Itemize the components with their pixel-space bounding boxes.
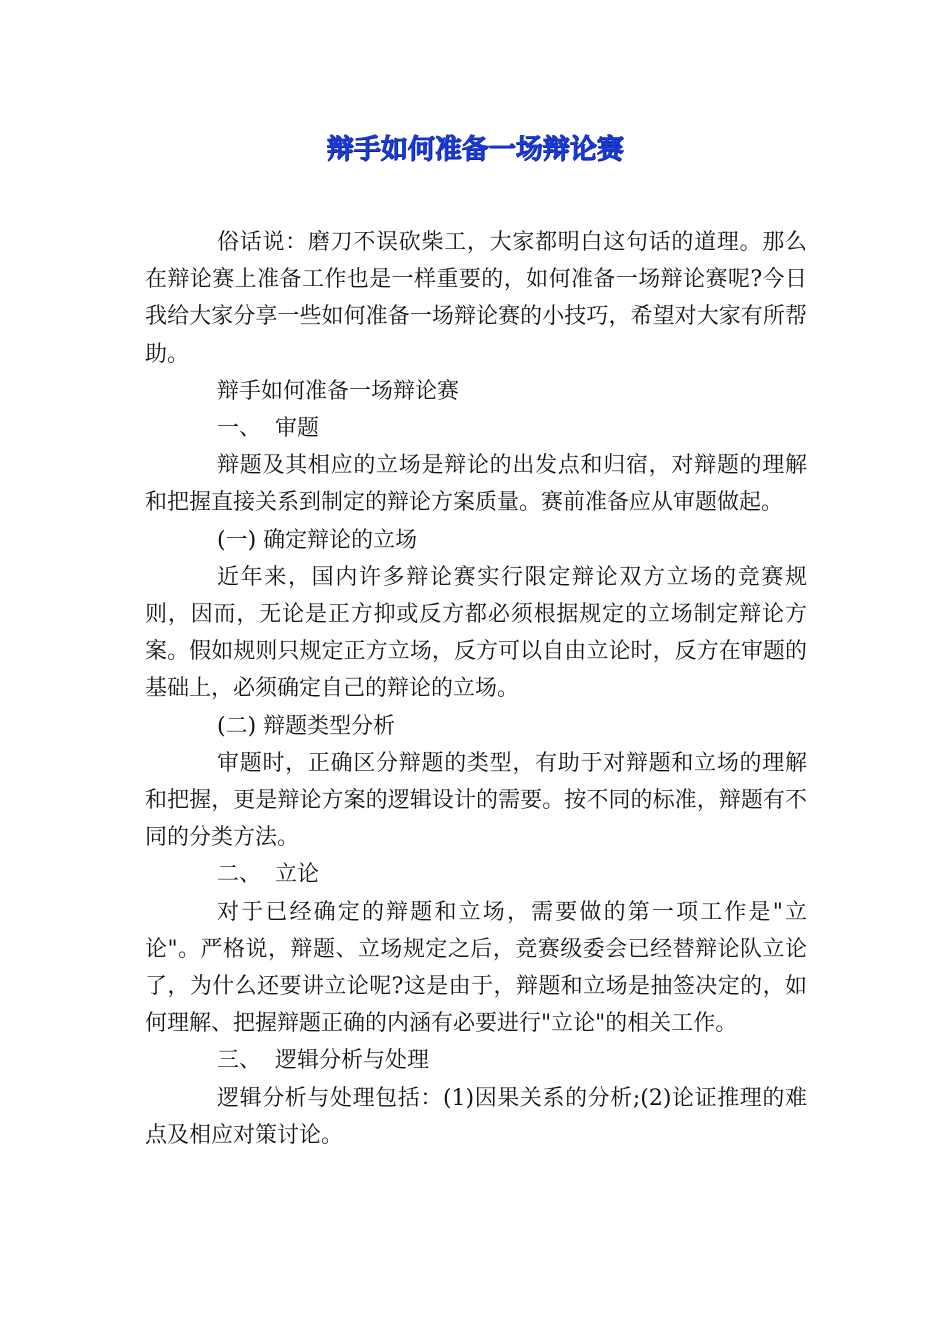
paragraph-intro: 俗话说：磨刀不误砍柴工，大家都明白这句话的道理。那么在辩论赛上准备工作也是一样重要的，如何准备一场辩论赛呢?今日我给大家分享一些如何准备一场辩论赛的小技巧，希望对大家有所帮助。 [145,230,807,367]
paragraph-section-3: 逻辑分析与处理包括：(1)因果关系的分析;(2)论证推理的难点及相应对策讨论。 [145,1085,807,1148]
subtitle-line: 辩手如何准备一场辩论赛 [217,378,460,404]
section-heading-2: 二、 立论 [217,862,319,888]
document-title: 辩手如何准备一场辩论赛 [326,134,624,165]
paragraph-subsection-2: 审题时，正确区分辩题的类型，有助于对辩题和立场的理解和把握，更是辩论方案的逻辑设计的需要。按不同的标准，辩题有不同的分类方法。 [145,750,807,851]
subsection-heading-2: (二) 辩题类型分析 [217,713,396,739]
section-heading-1: 一、 审题 [217,416,319,442]
paragraph-subsection-1: 近年来，国内许多辩论赛实行限定辩论双方立场的竞赛规则，因而，无论是正方抑或反方都必须根据规定的立场制定辩论方案。假如规则只规定正方立场，反方可以自由立论时，反方在审题的基础上，必须确定自己的辩论的立场。 [145,564,807,702]
paragraph-section-2: 对于已经确定的辩题和立场，需要做的第一项工作是"立论"。严格说，辩题、立场规定之后，竞赛级委会已经替辩论队立论了，为什么还要讲立论呢?这是由于，辩题和立场是抽签决定的，如何理解、把握辩题正确的内涵有必要进行"立论"的相关工作。 [145,899,807,1037]
paragraph-section-1: 辩题及其相应的立场是辩论的出发点和归宿，对辩题的理解和把握直接关系到制定的辩论方案质量。赛前准备应从审题做起。 [145,453,807,516]
subsection-heading-1: (一) 确定辩论的立场 [217,527,418,553]
document-body [145,224,807,1154]
section-heading-3: 三、 逻辑分析与处理 [217,1048,429,1074]
